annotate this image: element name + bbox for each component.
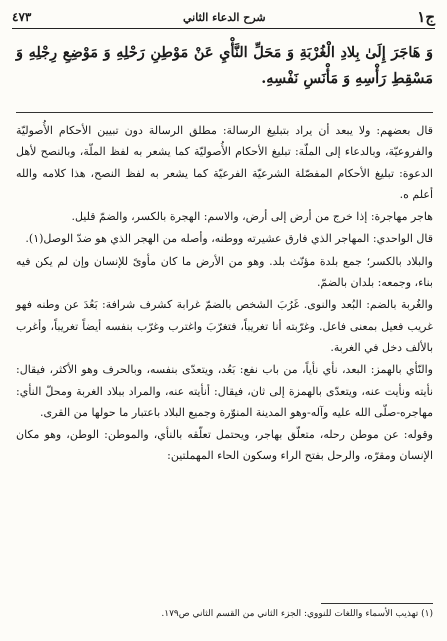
page-number: ٤٧٣ (12, 10, 32, 24)
paragraph: قال بعضهم: ولا يبعد أن يراد بتبليغ الرسالة: مطلق الرسالة دون تبيين الأحكام الأُصوليّة والفروعيّة، وبالدعاء إلى الملّة: تبليغ الأحكام الأُصوليّة كما يشعر به لفظ الملّة، وبالنصح لأهل الدعوة: تبليغ الأحكام المفصّلة الشرعيّة الفرعيّة كما يشعر به لفظ النصح، هذا كلامه والله أعلم ه. (16, 124, 433, 201)
paragraph: قال الواحدي: المهاجر الذي فارق عشيرته ووطنه، وأصله من الهجر الذي هو ضدّ الوصل(١). (25, 232, 433, 246)
volume-label: ج١ (417, 8, 435, 26)
commentary-body (16, 120, 433, 468)
paragraph: هاجر مهاجرة: إذا خرج من أرض إلى أرض، والاسم: الهجرة بالكسر، والضمّ قليل. (71, 210, 433, 224)
separator-line (16, 112, 433, 113)
running-title: شرح الدعاء الثاني (182, 10, 266, 24)
footnote-rule (321, 603, 433, 604)
page-header (12, 6, 435, 29)
paragraph: والبلاد بالكسر؛ جمع بلدة مؤنّث بلد. وهو من الأرض ما كان مأوىً للإنسان وإن لم يكن فيه بناء، وجمعه: بلدان بالضمّ. (16, 254, 433, 290)
paragraph: وقوله: عن موطن رحله، متعلّق بهاجر، ويحتمل تعلّقه بالنأي، والموطن: الوطن، وهو مكان الإنسان ومقرّه، والرحل بفتح الراء وسكون الحاء المهملتين: (16, 428, 433, 463)
supplication-text: وَ هَاجَرَ إِلَىٰ بِلادِ الْغُرْبَةِ وَ مَحَلِّ النَّأْيِ عَنْ مَوْطِنِ رَحْلِهِ وَ مَوْضِعِ رِجْلِهِ وَ مَسْقِطِ رَأْسِهِ وَ مَأْنَسِ نَفْسِهِ. (16, 44, 433, 87)
footnote: (١) تهذيب الأسماء واللغات للنووي: الجزء الثاني من القسم الثاني ص١٧٩. (161, 609, 433, 619)
paragraph: والغُربة بالضم: البُعد والنوى. غَرُبَ الشخص بالضمّ غرابة كشرف شرافة: بَعُدَ عن وطنه فهو غريب فعيل بمعنى فاعل. وغرّبته أنا تغريباً، فتغرّبَ واغترب وغرّب بنفسه أيضاً تغريباً، وأغرب بالألف دخل في الغربة. (16, 298, 433, 354)
paragraph: والنّأي بالهمز: البعد، نأي نأياً، من باب نفع: بَعُد، ويتعدّى بنفسه، وبالحرف وهو الأكثر، فيقال: نأيته ونأيت عنه، ويتعدّى بالهمزة إلى ثان، فيقال: أنأيته عنه، والمراد ببلاد الغربة ومحلّ النأي: مهاجره-صلّى الله عليه وآله-وهو المدينة المنوّرة وجميع البلاد باعتبار ما حولها من القرى. (16, 363, 433, 419)
